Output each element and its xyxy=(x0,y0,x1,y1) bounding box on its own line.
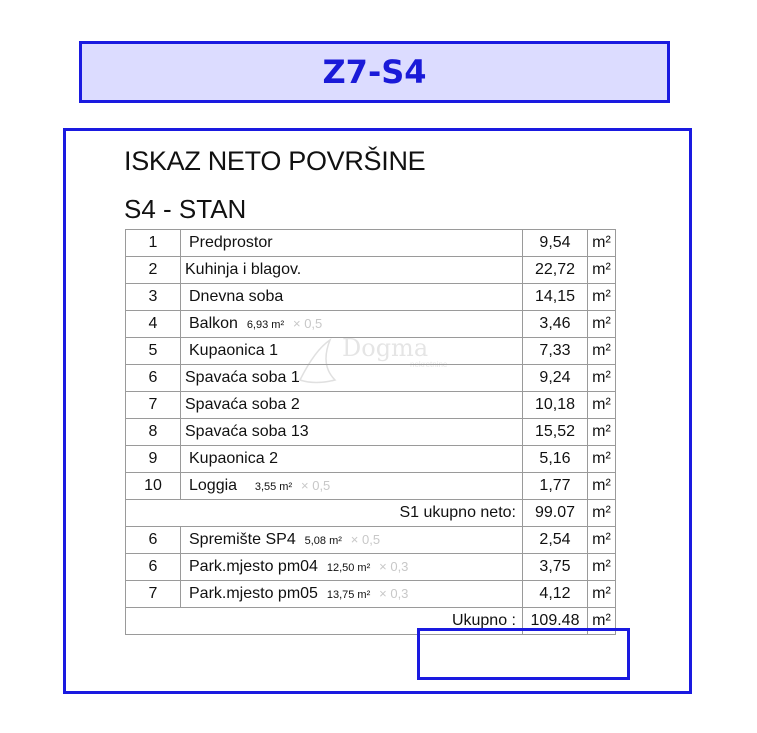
unit-label: m² xyxy=(588,554,616,581)
room-name: Kuhinja i blagov. xyxy=(185,261,302,278)
room-name: Park.mjesto pm04 xyxy=(189,558,318,575)
room-name: Balkon xyxy=(189,315,238,332)
room-area: 14,15 xyxy=(523,284,588,311)
unit-label: m² xyxy=(588,365,616,392)
unit-label: m² xyxy=(588,284,616,311)
plan-title: Z7-S4 xyxy=(322,53,427,91)
table-row xyxy=(126,338,616,365)
table-row xyxy=(126,311,616,338)
table-row xyxy=(126,365,616,392)
unit-label: m² xyxy=(588,446,616,473)
title-banner xyxy=(79,41,670,103)
row-number: 3 xyxy=(126,284,181,311)
unit-label: m² xyxy=(588,230,616,257)
total-value: 109.48 xyxy=(523,608,588,635)
gross-area: 5,08 m² xyxy=(304,535,342,547)
table-row xyxy=(126,554,616,581)
row-number: 9 xyxy=(126,446,181,473)
unit-label: m² xyxy=(588,257,616,284)
room-name: Kupaonica 1 xyxy=(189,342,278,359)
subtotal-value: 99.07 xyxy=(523,500,588,527)
row-number: 2 xyxy=(126,257,181,284)
row-number: 10 xyxy=(126,473,181,500)
room-area: 15,52 xyxy=(523,419,588,446)
subtotal-row xyxy=(126,500,616,527)
room-area: 9,54 xyxy=(523,230,588,257)
row-number: 6 xyxy=(126,554,181,581)
total-label: Ukupno : xyxy=(126,608,523,635)
room-name: Spremište SP4 xyxy=(189,531,296,548)
room-area: 1,77 xyxy=(523,473,588,500)
total-highlight-box xyxy=(417,628,630,680)
room-name: Spavaća soba 13 xyxy=(185,423,309,440)
room-name: Kupaonica 2 xyxy=(189,450,278,467)
row-number: 6 xyxy=(126,527,181,554)
table-row xyxy=(126,284,616,311)
room-area: 10,18 xyxy=(523,392,588,419)
room-area: 9,24 xyxy=(523,365,588,392)
gross-area: 13,75 m² xyxy=(326,589,371,601)
area-factor: × 0,3 xyxy=(379,559,409,574)
table-row xyxy=(126,446,616,473)
row-number: 8 xyxy=(126,419,181,446)
unit-label: m² xyxy=(588,392,616,419)
room-area: 22,72 xyxy=(523,257,588,284)
room-name: Loggia xyxy=(189,477,238,494)
unit-label: m² xyxy=(588,581,616,608)
room-area: 2,54 xyxy=(523,527,588,554)
area-factor: × 0,5 xyxy=(301,478,331,493)
area-factor: × 0,5 xyxy=(293,316,323,331)
gross-area: 3,55 m² xyxy=(254,481,293,493)
row-number: 5 xyxy=(126,338,181,365)
room-area: 3,75 xyxy=(523,554,588,581)
subtotal-label: S1 ukupno neto: xyxy=(126,500,523,527)
table-row xyxy=(126,392,616,419)
area-factor: × 0,5 xyxy=(350,532,381,547)
room-name: Dnevna soba xyxy=(189,288,284,305)
unit-label: m² xyxy=(588,338,616,365)
unit-label: m² xyxy=(588,527,616,554)
row-number: 4 xyxy=(126,311,181,338)
room-area: 4,12 xyxy=(523,581,588,608)
unit-label: m² xyxy=(588,608,616,635)
gross-area: 12,50 m² xyxy=(326,562,371,574)
unit-label: m² xyxy=(588,311,616,338)
room-name: Park.mjesto pm05 xyxy=(189,585,318,602)
area-factor: × 0,3 xyxy=(379,586,409,601)
room-name: Spavaća soba 2 xyxy=(185,396,300,413)
table-row xyxy=(126,419,616,446)
gross-area: 6,93 m² xyxy=(246,319,285,331)
unit-label: m² xyxy=(588,500,616,527)
watermark-name: Dogma xyxy=(342,334,429,362)
area-table xyxy=(125,229,616,635)
room-name: Predprostor xyxy=(189,234,273,251)
table-row xyxy=(126,473,616,500)
table-row xyxy=(126,230,616,257)
row-number: 1 xyxy=(126,230,181,257)
table-row xyxy=(126,581,616,608)
watermark-sub: nekretnine xyxy=(410,360,448,369)
room-area: 5,16 xyxy=(523,446,588,473)
table-row xyxy=(126,257,616,284)
statement-heading: ISKAZ NETO POVRŠINE xyxy=(124,146,426,176)
unit-label: m² xyxy=(588,473,616,500)
room-area: 7,33 xyxy=(523,338,588,365)
row-number: 6 xyxy=(126,365,181,392)
room-area: 3,46 xyxy=(523,311,588,338)
unit-subheading: S4 - STAN xyxy=(124,194,247,224)
room-name: Spavaća soba 1 xyxy=(185,369,300,386)
table-row xyxy=(126,527,616,554)
row-number: 7 xyxy=(126,581,181,608)
row-number: 7 xyxy=(126,392,181,419)
unit-label: m² xyxy=(588,419,616,446)
